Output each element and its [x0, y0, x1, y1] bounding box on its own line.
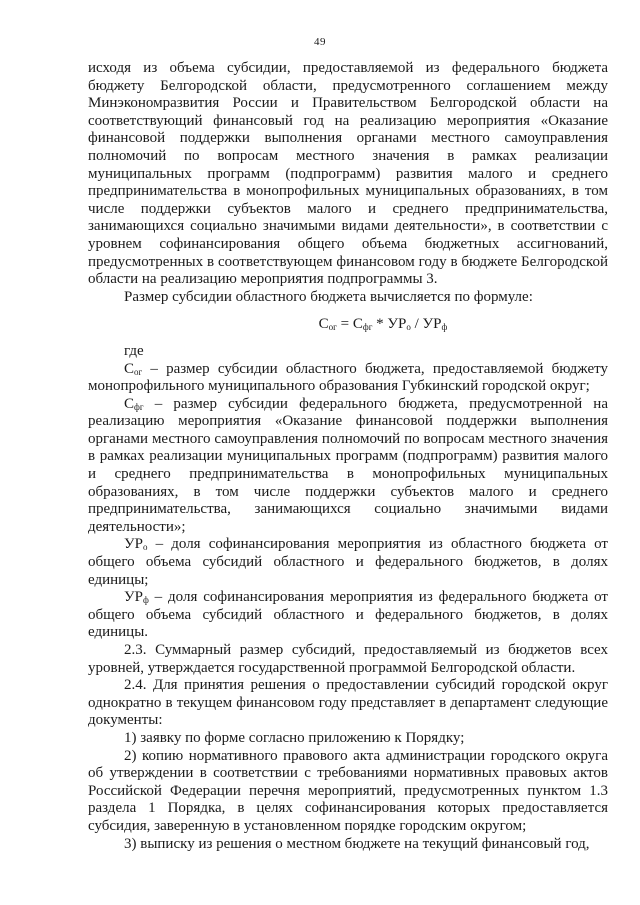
list-item-3: 3) выписку из решения о местном бюджете на текущий финансовый год,	[124, 835, 590, 852]
definition-c-og: $С_{ог}$ – размер субсидии областного бюджета, предоставляемой бюджету монопрофильного муниципального образования Губкинский городской округ;	[88, 360, 608, 395]
definition-ur-f: $УР_ф$ – доля софинансирования мероприятия из федерального бюджета от общего объема субсидий областного и федерального бюджетов, в долях единицы.	[88, 589, 608, 641]
paragraph-2-3: 2.3. Суммарный размер субсидий, предоставляемый из бюджетов всех уровней, утверждается государственной программой Белгородской области.	[88, 642, 608, 676]
page-number: 49	[314, 36, 326, 48]
paragraph-formula-intro: Размер субсидии областного бюджета вычисляется по формуле:	[124, 288, 533, 305]
document-body	[88, 60, 608, 853]
definition-ur-o: $УР_о$ – доля софинансирования мероприятия из областного бюджета от общего объема субсидий областного и федерального бюджетов, в долях единицы;	[88, 536, 608, 588]
list-item-1: 1) заявку по форме согласно приложению к Порядку;	[124, 729, 465, 746]
paragraph-subsidy-basis: исходя из объема субсидии, предоставляемой из федерального бюджета бюджету Белгородской области, предусмотренного соглашением между Минэкономразвития России и Правительством Белгородской области на соответствующий финансовый год на реализацию мероприятия «Оказание финансовой поддержки выполнения органами местного самоуправления полномочий по вопросам местного значения в рамках реализации муниципальных программ (подпрограмм) развития малого и среднего предпринимательства в монопрофильных муниципальных образованиях, в том числе поддержки субъектов малого и среднего предпринимательства, занимающихся социально значимыми видами деятельности», в соответствии с уровнем софинансирования общего объема бюджетных ассигнований, предусмотренных в соответствующем финансовом году в бюджете Белгородской области на реализацию мероприятия подпрограммы 3.	[88, 60, 608, 288]
paragraph-2-4: 2.4. Для принятия решения о предоставлении субсидий городской округ однократно в текущем финансовом году представляет в департамент следующие документы:	[88, 677, 608, 729]
subsidy-formula: $С_{ог} = С_{фг} * УР_о / УР_ф$	[318, 316, 448, 333]
paragraph-where: где	[124, 342, 144, 359]
list-item-2: 2) копию нормативного правового акта администрации городского округа об утверждении в соответствии с требованиями нормативных правовых актов Российской Федерации перечня мероприятий, предусмотренных пунктом 1.3 раздела 1 Порядка, в целях софинансирования которых предоставляется субсидия, заверенную в установленном порядке городским округом;	[88, 747, 608, 834]
definition-c-fg: $С_{фг}$ – размер субсидии федерального бюджета, предусмотренной на реализацию мероприятия «Оказание финансовой поддержки выполнения органами местного самоуправления полномочий по вопросам местного значения в рамках реализации муниципальных программ (подпрограмм) развития малого и среднего предпринимательства в монопрофильных муниципальных образованиях, в том числе поддержки субъектов малого и среднего предпринимательства, занимающихся социально значимыми видами деятельности»;	[88, 395, 608, 535]
